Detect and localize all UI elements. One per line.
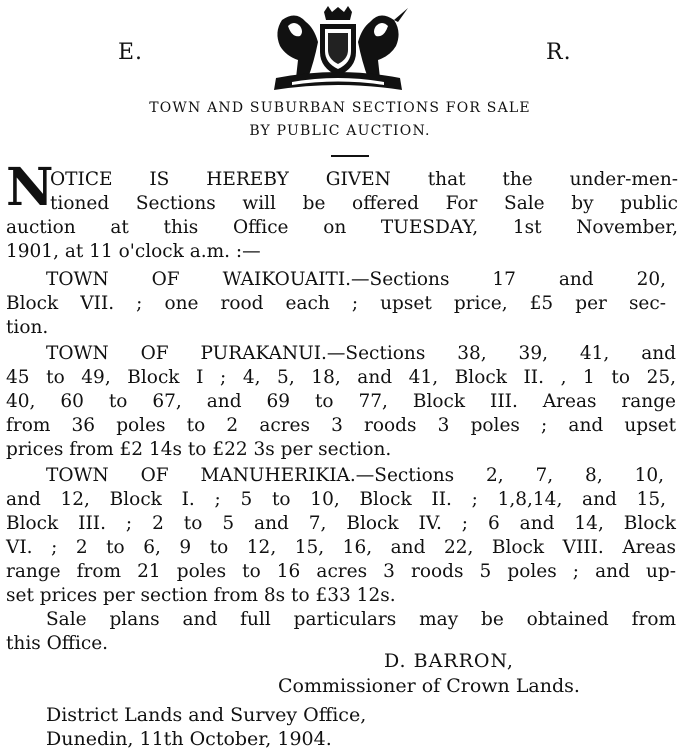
notice-title-line-2: BY PUBLIC AUCTION. bbox=[249, 123, 431, 139]
drop-cap: N bbox=[6, 157, 54, 218]
office-date: Dunedin, 11th October, 1904. bbox=[46, 728, 332, 750]
notice-line: OTICE IS HEREBY GIVEN that the under-men- bbox=[50, 169, 678, 190]
sale-plans-line: Sale plans and full particulars may be obtained from bbox=[46, 609, 676, 630]
purakanui-line: TOWN OF PURAKANUI.—Sections 38, 39, 41, and bbox=[46, 343, 676, 364]
signatory-name: D. BARRON, bbox=[384, 650, 514, 672]
manuherikia-line: TOWN OF MANUHERIKIA.—Sections 2, 7, 8, 10, bbox=[46, 465, 664, 486]
notice-line: auction at this Office on TUESDAY, 1st November, bbox=[6, 217, 678, 238]
title-divider bbox=[331, 155, 369, 157]
manuherikia-line: VI. ; 2 to 6, 9 to 12, 15, 16, and 22, Block VIII. Areas bbox=[6, 537, 676, 558]
notice-line: 1901, at 11 o'clock a.m. :— bbox=[6, 241, 261, 262]
notice-line: tioned Sections will be offered For Sale by public bbox=[50, 193, 678, 214]
sale-plans-line: this Office. bbox=[6, 633, 109, 654]
notice-title-line-1: TOWN AND SUBURBAN SECTIONS FOR SALE bbox=[149, 100, 531, 116]
royal-coat-of-arms-icon bbox=[262, 6, 414, 94]
waikouaiti-line: Block VII. ; one rood each ; upset price, £5 per sec- bbox=[6, 293, 666, 314]
manuherikia-line: Block III. ; 2 to 5 and 7, Block IV. ; 6 and 14, Block bbox=[6, 513, 676, 534]
royal-cipher-e: E. bbox=[118, 40, 144, 65]
waikouaiti-line: TOWN OF WAIKOUAITI.—Sections 17 and 20, bbox=[46, 269, 666, 290]
waikouaiti-line: tion. bbox=[6, 317, 49, 338]
crest-graphic bbox=[262, 6, 414, 94]
manuherikia-line: and 12, Block I. ; 5 to 10, Block II. ; 1,8,14, and 15, bbox=[6, 489, 666, 510]
signatory-title: Commissioner of Crown Lands. bbox=[278, 675, 580, 697]
purakanui-line: 40, 60 to 67, and 69 to 77, Block III. Areas range bbox=[6, 391, 676, 412]
office-address: District Lands and Survey Office, bbox=[46, 704, 367, 726]
manuherikia-line: set prices per section from 8s to £33 12s. bbox=[6, 585, 396, 606]
purakanui-line: prices from £2 14s to £22 3s per section. bbox=[6, 439, 392, 460]
purakanui-line: 45 to 49, Block I ; 4, 5, 18, and 41, Block II. , 1 to 25, bbox=[6, 367, 676, 388]
manuherikia-line: range from 21 poles to 16 acres 3 roods 5 poles ; and up- bbox=[6, 561, 676, 582]
purakanui-line: from 36 poles to 2 acres 3 roods 3 poles ; and upset bbox=[6, 415, 676, 436]
royal-cipher-r: R. bbox=[546, 40, 572, 65]
